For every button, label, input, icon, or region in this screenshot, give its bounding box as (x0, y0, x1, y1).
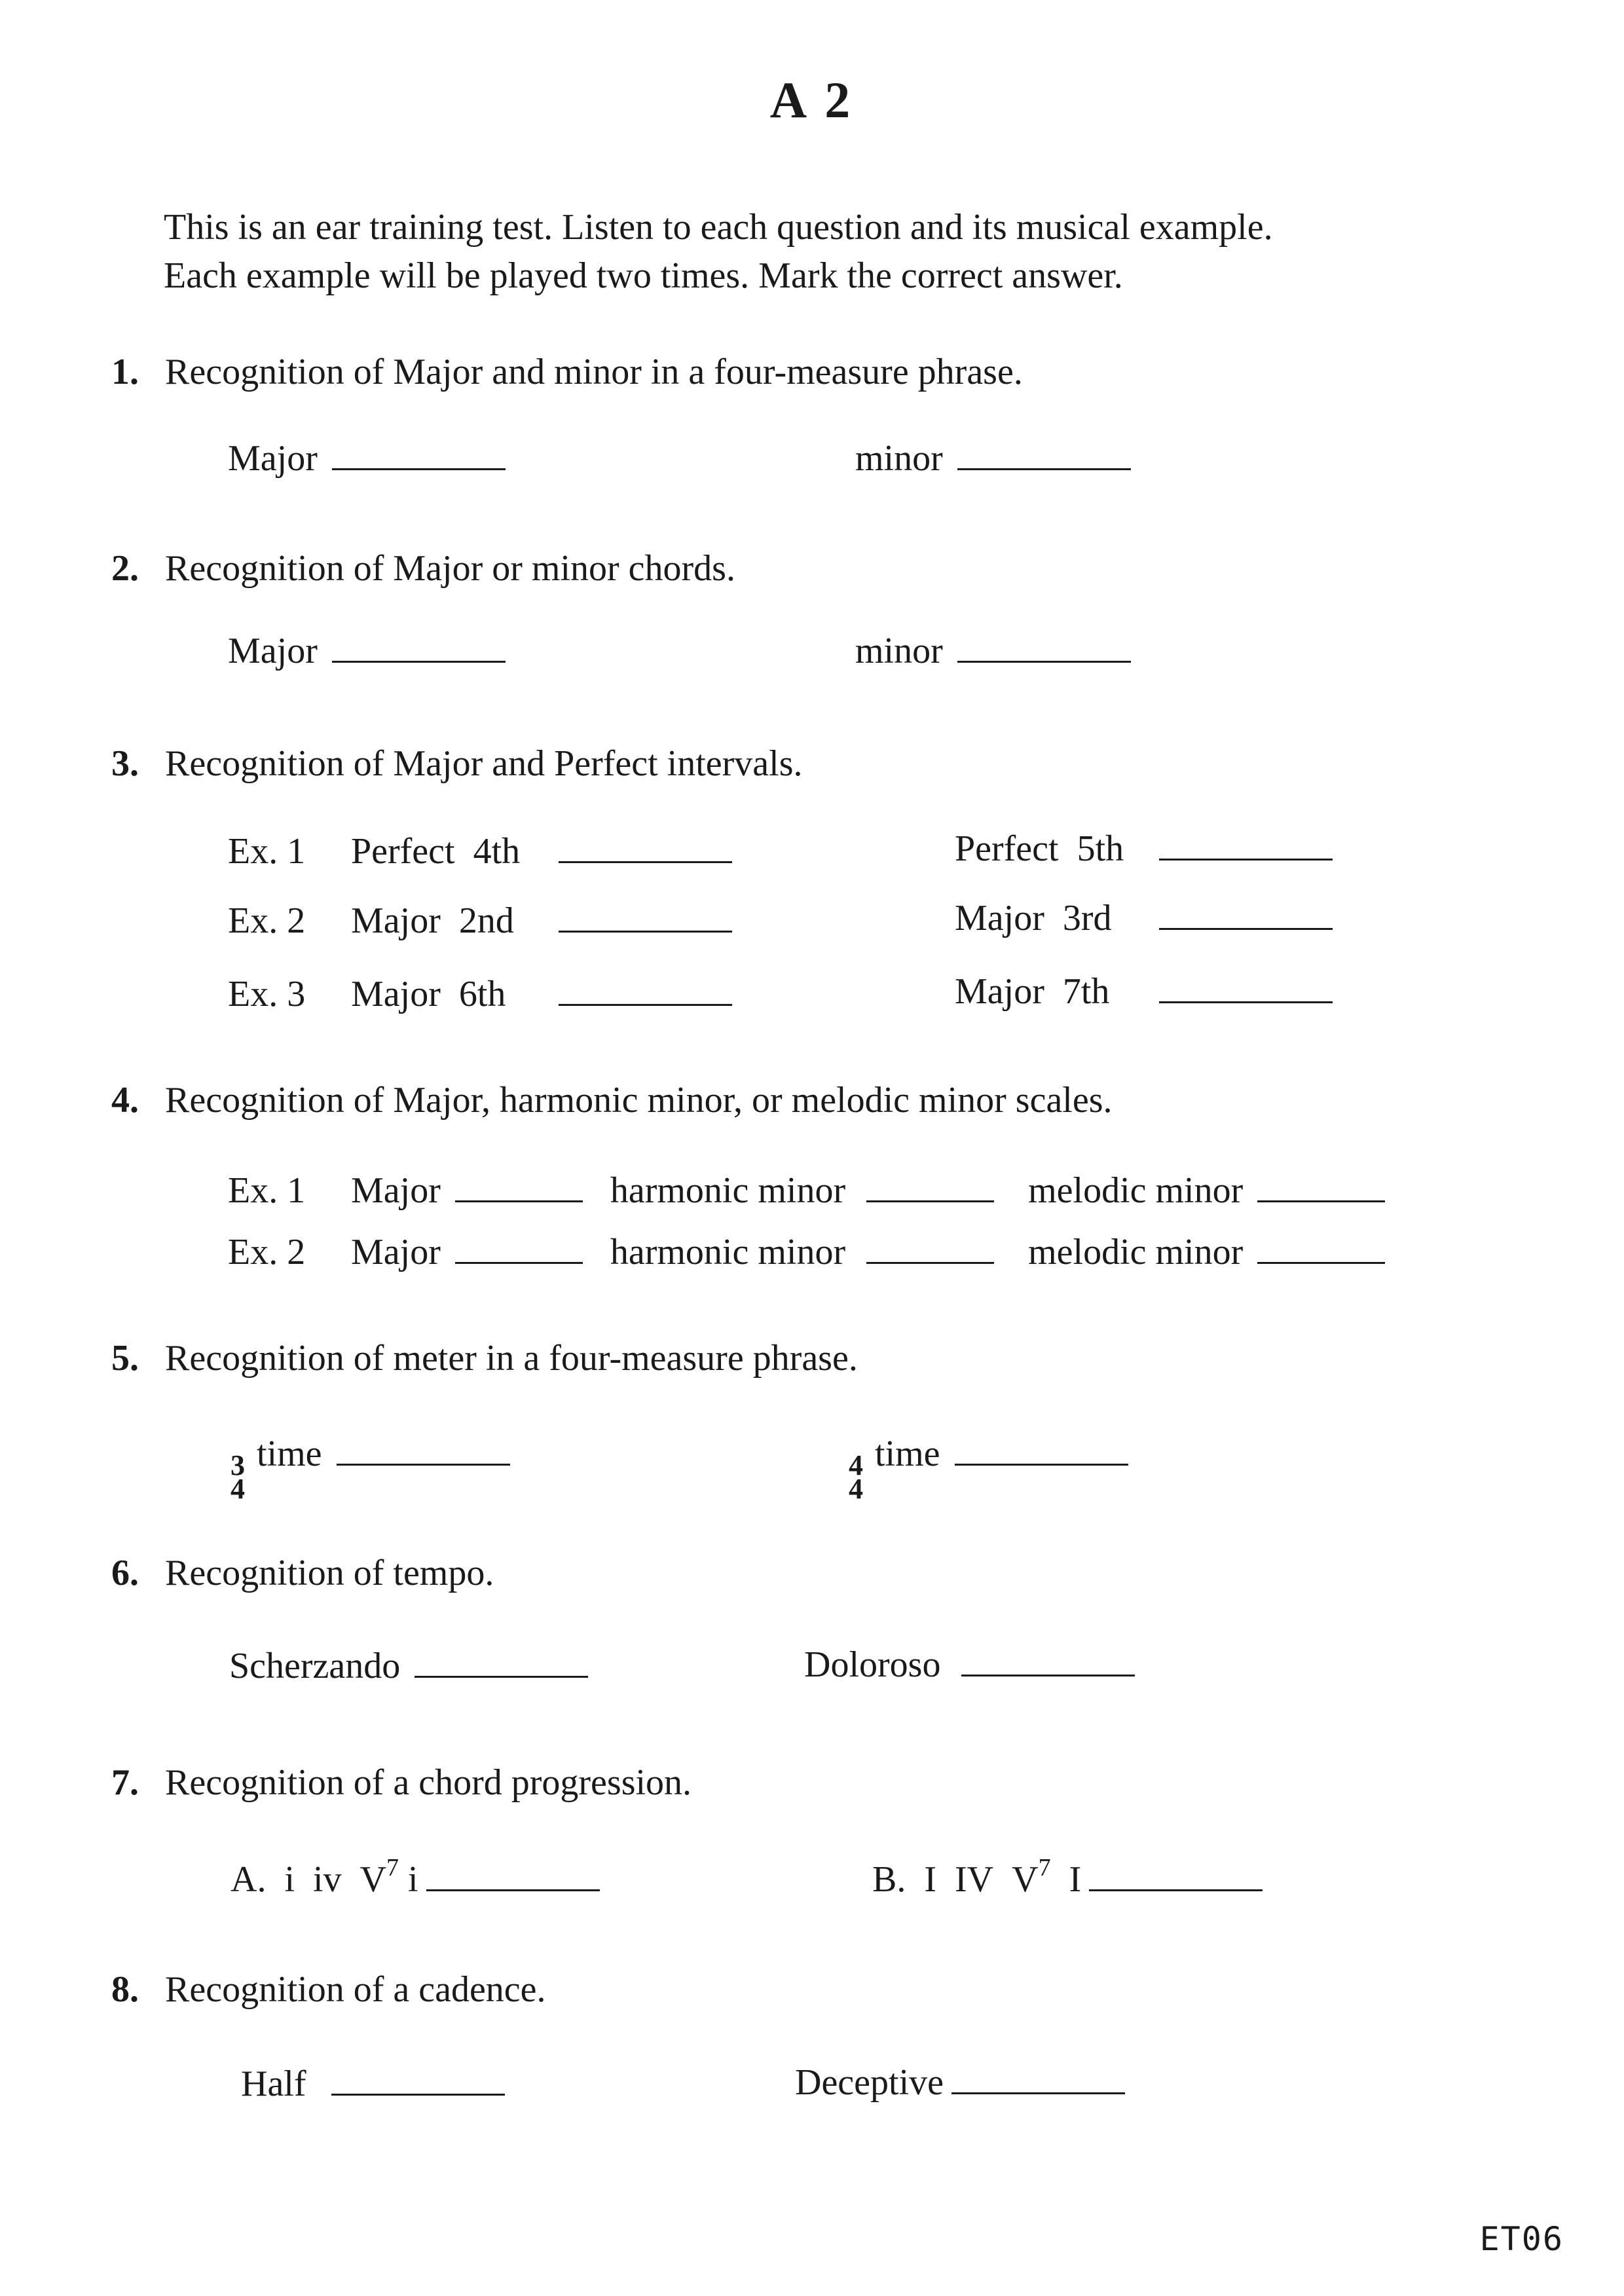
q5-option-four-four (849, 1433, 1128, 1505)
question-2 (111, 547, 735, 589)
q7-option-a (231, 1854, 600, 1900)
answer-blank[interactable] (455, 1200, 583, 1202)
question-text: Recognition of a cadence. (165, 1969, 546, 2010)
question-number: 7. (111, 1762, 139, 1803)
answer-blank[interactable] (957, 660, 1131, 663)
answer-blank[interactable] (332, 660, 506, 663)
question-8 (111, 1969, 546, 2010)
answer-blank[interactable] (957, 468, 1131, 470)
answer-blank[interactable] (337, 1463, 510, 1466)
option-label: time (875, 1434, 940, 1474)
answer-blank[interactable] (1089, 1889, 1263, 1891)
question-text: Recognition of Major and minor in a four-measure phrase. (165, 352, 1023, 392)
answer-blank[interactable] (559, 1003, 732, 1006)
q3-ex1-a (228, 830, 732, 872)
q3-ex2-b (955, 897, 1333, 939)
answer-blank[interactable] (455, 1261, 583, 1264)
option-label: Major (228, 438, 318, 479)
question-text: Recognition of Major or minor chords. (165, 548, 735, 589)
chord: V (360, 1859, 387, 1900)
time-signature-bottom: 4 (849, 1473, 863, 1505)
question-number: 3. (111, 743, 139, 784)
q3-ex1-b (955, 828, 1333, 870)
instructions (164, 203, 1473, 300)
option-letter: A. (231, 1859, 267, 1900)
answer-blank[interactable] (1257, 1200, 1385, 1202)
q2-option-major (228, 630, 506, 672)
q3-ex3-b (955, 971, 1333, 1012)
time-signature-top: 3 (231, 1449, 245, 1481)
question-1 (111, 351, 1023, 393)
chord: V (1012, 1859, 1039, 1900)
option-label: Deceptive (795, 2062, 944, 2103)
option-label: Major 3rd (955, 898, 1112, 938)
q6-option-doloroso (804, 1644, 1135, 1686)
q2-option-minor (855, 630, 1131, 672)
option-letter: B. (872, 1859, 906, 1900)
chord: I (924, 1859, 937, 1900)
q7-option-b (872, 1854, 1263, 1900)
answer-blank[interactable] (426, 1889, 600, 1891)
instructions-line-1: This is an ear training test. Listen to each question and its musical example. (164, 207, 1273, 248)
chord: iv (313, 1859, 342, 1900)
answer-blank[interactable] (559, 930, 732, 933)
question-number: 6. (111, 1553, 139, 1593)
option-label: Half (241, 2064, 306, 2104)
option-label: Doloroso (804, 1644, 941, 1685)
answer-blank[interactable] (332, 468, 506, 470)
option-label: Major 7th (955, 971, 1110, 1012)
option-label: minor (855, 631, 943, 671)
example-label: Ex. 2 (228, 1232, 306, 1272)
question-3 (111, 743, 803, 785)
answer-blank[interactable] (1257, 1261, 1385, 1264)
time-signature (849, 1449, 863, 1505)
q4-ex2 (228, 1231, 1385, 1273)
answer-blank[interactable] (559, 861, 732, 863)
option-label: Major 2nd (351, 900, 514, 941)
chord: IV (955, 1859, 994, 1900)
example-label: Ex. 3 (228, 974, 306, 1014)
answer-blank[interactable] (866, 1200, 994, 1202)
option-label: Scherzando (229, 1646, 401, 1686)
q6-option-scherzando (229, 1645, 588, 1687)
answer-blank[interactable] (1159, 927, 1333, 930)
option-harmonic-minor: harmonic minor (610, 1170, 846, 1211)
question-number: 2. (111, 548, 139, 589)
q4-ex1 (228, 1170, 1385, 1212)
q5-option-three-four (231, 1433, 510, 1505)
q3-ex3-a (228, 973, 732, 1015)
time-signature (231, 1449, 245, 1505)
question-text: Recognition of Major and Perfect intervals. (165, 743, 803, 784)
answer-blank[interactable] (1159, 858, 1333, 861)
instructions-line-2: Each example will be played two times. Mark the correct answer. (164, 255, 1123, 296)
time-signature-top: 4 (849, 1449, 863, 1481)
option-melodic-minor: melodic minor (1028, 1170, 1244, 1211)
page-title: A 2 (769, 71, 855, 128)
answer-blank[interactable] (951, 2092, 1125, 2094)
question-7 (111, 1762, 692, 1804)
chord-superscript: 7 (386, 1854, 399, 1881)
page-code: ET06 (1479, 2220, 1564, 2258)
answer-blank[interactable] (415, 1675, 588, 1678)
question-text: Recognition of Major, harmonic minor, or melodic minor scales. (165, 1080, 1113, 1120)
option-harmonic-minor: harmonic minor (610, 1232, 846, 1272)
answer-blank[interactable] (331, 2093, 505, 2096)
question-text: Recognition of meter in a four-measure phrase. (165, 1338, 858, 1379)
chord-superscript: 7 (1038, 1854, 1051, 1881)
option-label: time (257, 1434, 322, 1474)
option-label: Perfect 4th (351, 831, 521, 872)
option-label: Perfect 5th (955, 828, 1124, 869)
question-6 (111, 1552, 494, 1594)
option-major: Major (351, 1232, 441, 1272)
q1-option-major (228, 437, 506, 479)
example-label: Ex. 1 (228, 831, 306, 872)
option-major: Major (351, 1170, 441, 1211)
answer-blank[interactable] (961, 1674, 1135, 1676)
answer-blank[interactable] (1159, 1001, 1333, 1003)
example-label: Ex. 1 (228, 1170, 306, 1211)
chord: I (1069, 1859, 1082, 1900)
option-label: Major (228, 631, 318, 671)
chord: i (408, 1859, 418, 1900)
answer-blank[interactable] (955, 1463, 1128, 1466)
q1-option-minor (855, 437, 1131, 479)
q8-option-half (241, 2063, 505, 2105)
question-number: 1. (111, 352, 139, 392)
question-number: 8. (111, 1969, 139, 2010)
answer-blank[interactable] (866, 1261, 994, 1264)
question-number: 4. (111, 1080, 139, 1120)
question-4 (111, 1079, 1113, 1121)
example-label: Ex. 2 (228, 900, 306, 941)
option-label: minor (855, 438, 943, 479)
question-text: Recognition of a chord progression. (165, 1762, 692, 1803)
question-5 (111, 1337, 858, 1379)
question-number: 5. (111, 1338, 139, 1379)
time-signature-bottom: 4 (231, 1473, 245, 1505)
chord: i (284, 1859, 295, 1900)
q3-ex2-a (228, 900, 732, 942)
option-melodic-minor: melodic minor (1028, 1232, 1244, 1272)
option-label: Major 6th (351, 974, 506, 1014)
q8-option-deceptive (795, 2062, 1125, 2103)
question-text: Recognition of tempo. (165, 1553, 494, 1593)
